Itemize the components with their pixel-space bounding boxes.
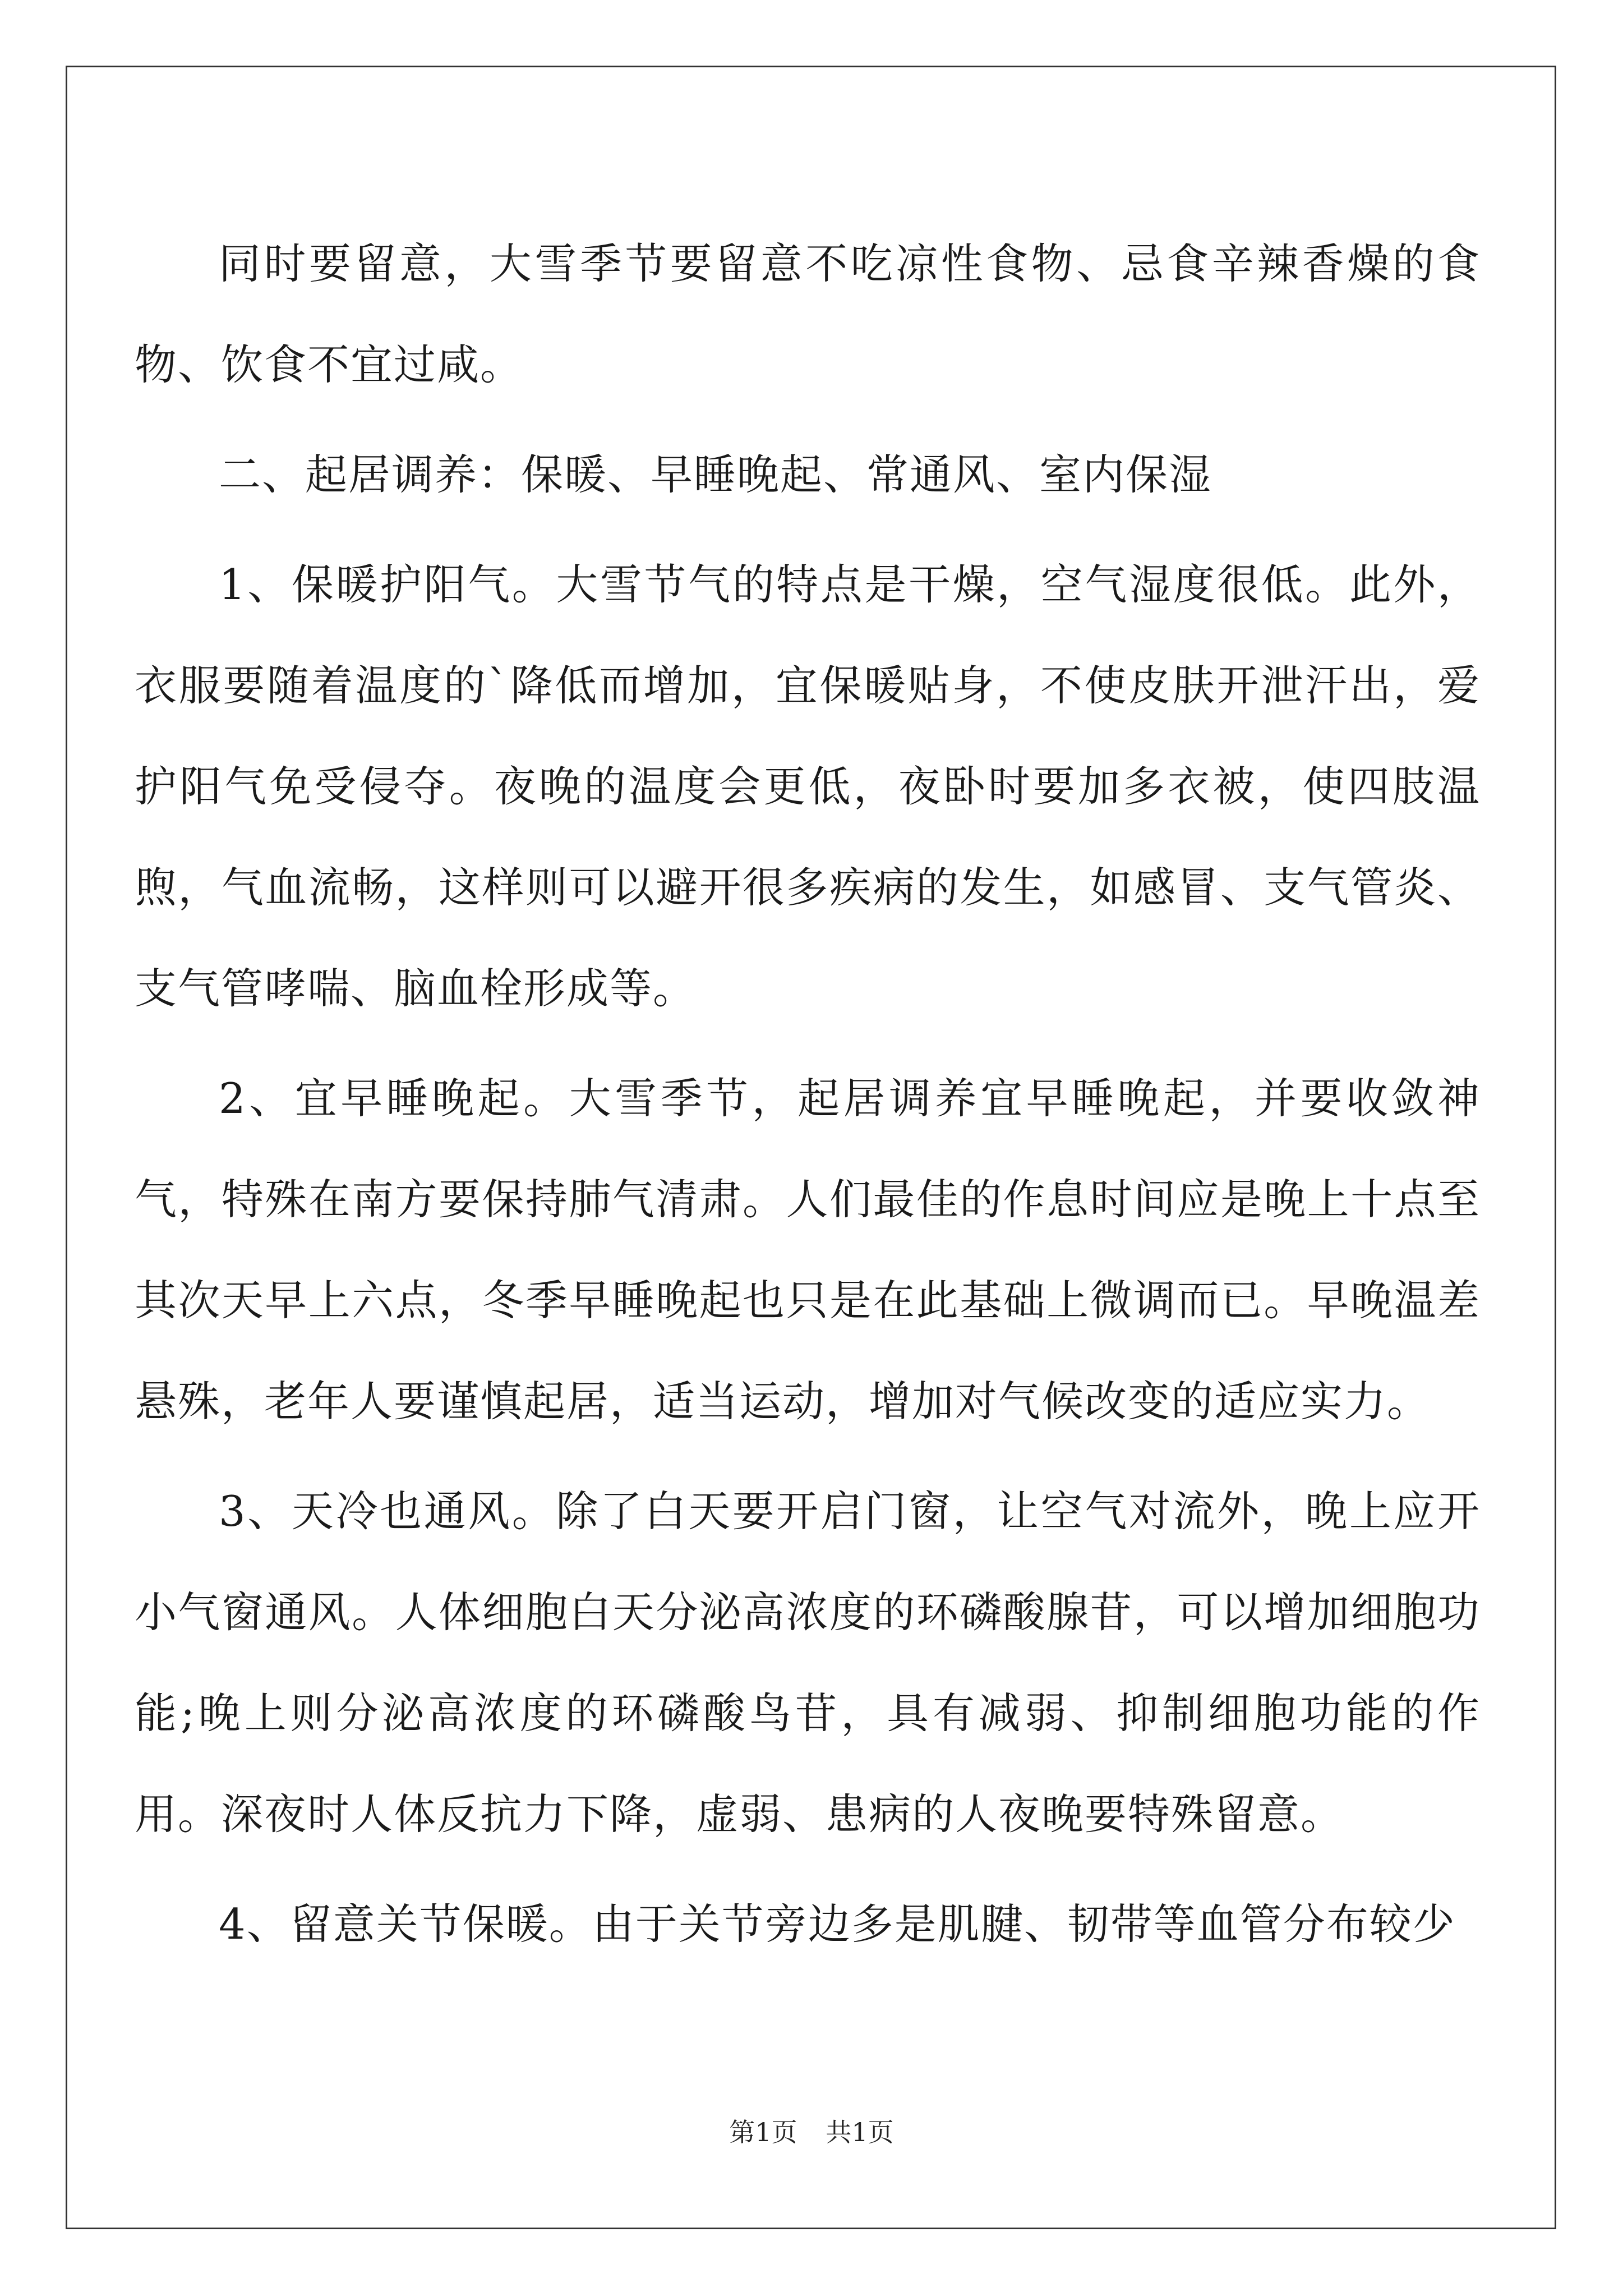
paragraph-ventilation: 3、天冷也通风。除了白天要开启门窗，让空气对流外，晚上应开小气窗通风。人体细胞白天分泌高浓度的环磷酸腺苷，可以增加细胞功能;晚上则分泌高浓度的环磷酸鸟苷，具有减弱、抑制细胞功能的作用。深夜时人体反抗力下降，虚弱、患病的人夜晚要特殊留意。	[135, 1487, 1481, 1839]
paragraph-joint-warmth: 4、留意关节保暖。由于关节旁边多是肌腱、韧带等血管分布较少	[219, 1899, 1456, 1949]
page-number-current: 第1页	[729, 2117, 797, 2147]
paragraph-sleep-schedule: 2、宜早睡晚起。大雪季节，起居调养宜早睡晚起，并要收敛神气，特殊在南方要保持肺气清肃。人们最佳的作息时间应是晚上十点至其次天早上六点，冬季早睡晚起也只是在此基础上微调而已。早晚温差悬殊，老年人要谨慎起居，适当运动，增加对气候改变的适应实力。	[135, 1074, 1481, 1426]
paragraph-diet-note: 同时要留意，大雪季节要留意不吃凉性食物、忌食辛辣香燥的食物、饮食不宜过咸。	[135, 239, 1481, 389]
document-body	[135, 213, 1481, 1984]
page-footer	[0, 2112, 1623, 2149]
section-heading-living: 二、起居调养：保暖、早睡晚起、常通风、室内保湿	[219, 450, 1212, 499]
paragraph-keep-warm: 1、保暖护阳气。大雪节气的特点是干燥，空气湿度很低。此外，衣服要随着温度的`降低而增加，宜保暖贴身，不使皮肤开泄汗出，爱护阳气免受侵夺。夜晚的温度会更低，夜卧时要加多衣被，使四肢温煦，气血流畅，这样则可以避开很多疾病的发生，如感冒、支气管炎、支气管哮喘、脑血栓形成等。	[135, 560, 1481, 1013]
page-number-total: 共1页	[826, 2117, 894, 2147]
